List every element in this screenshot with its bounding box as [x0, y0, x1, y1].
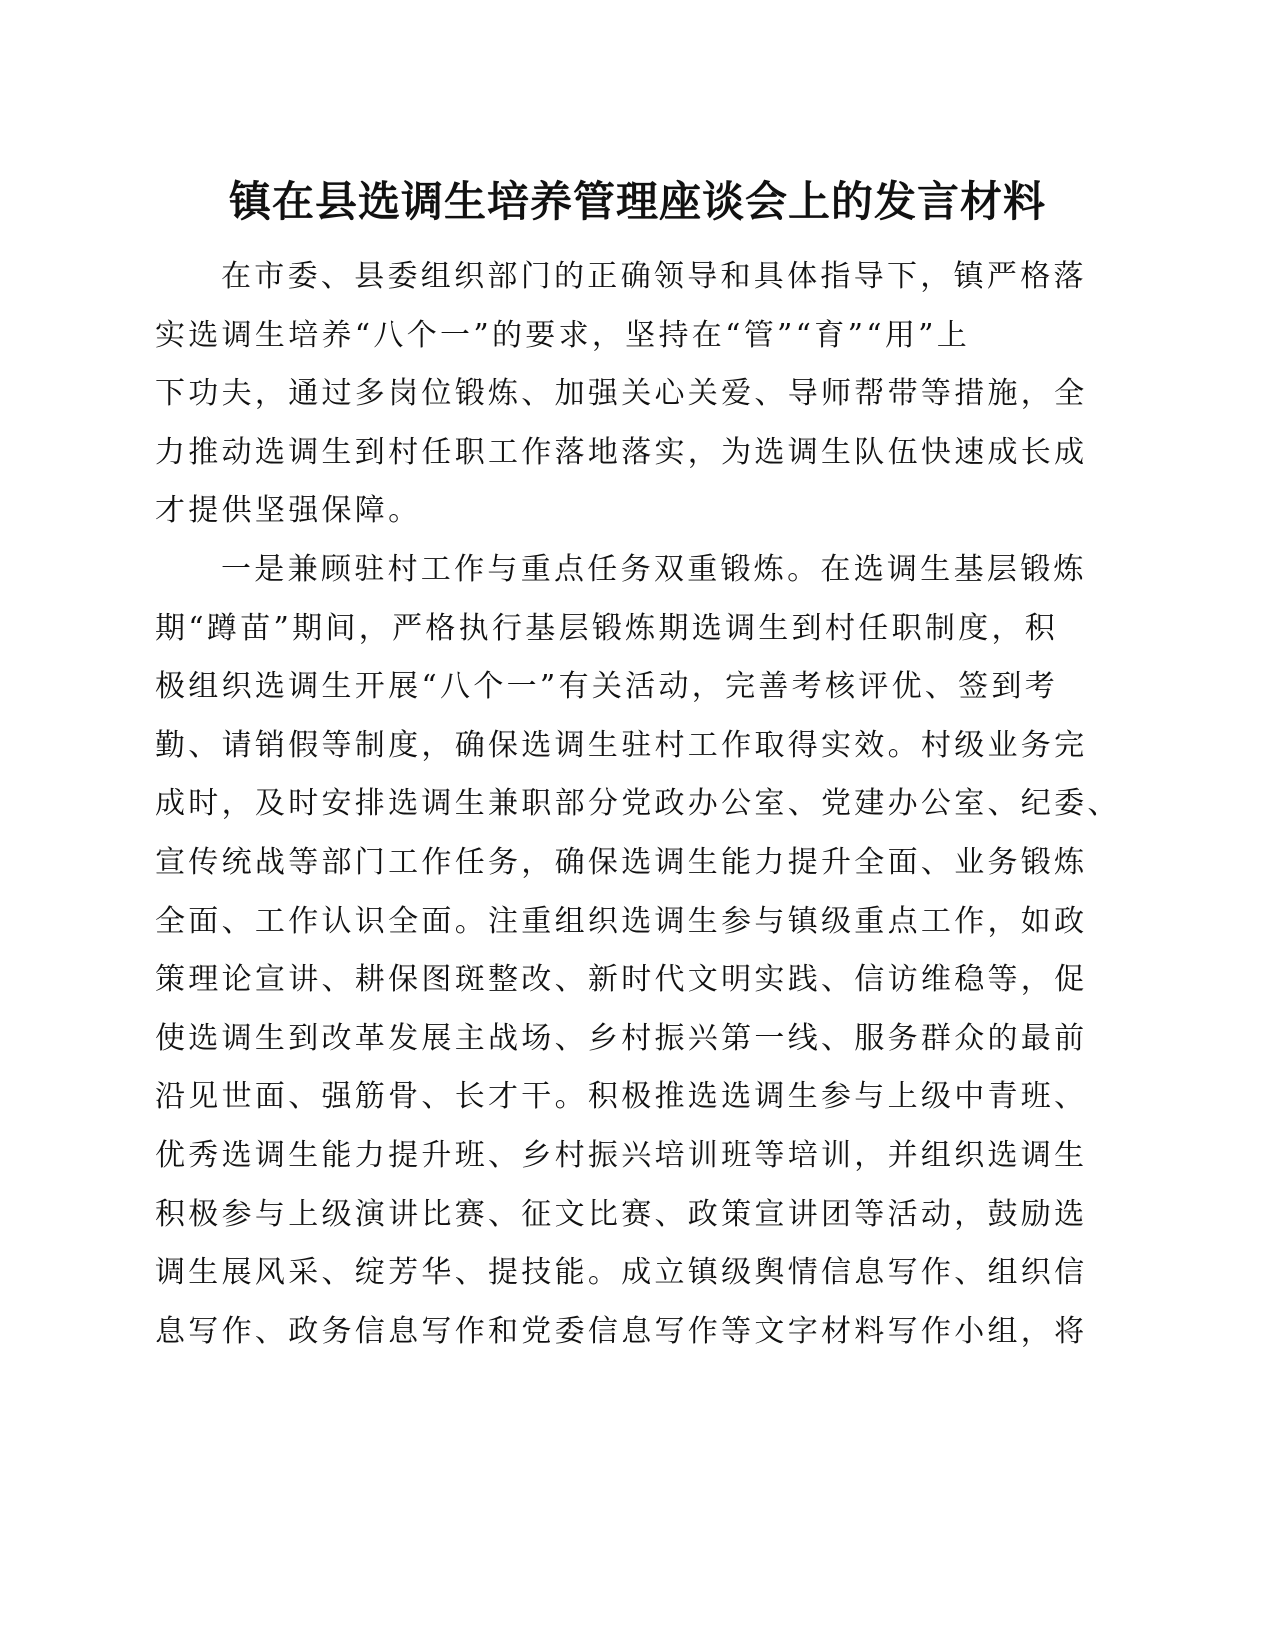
- paragraph-1-line-4: 力推动选调生到村任职工作落地落实，为选调生队伍快速成长成: [155, 434, 1088, 470]
- paragraph-1-line-5: 才提供坚强保障。: [155, 493, 422, 529]
- paragraph-1-line-1: 在市委、县委组织部门的正确领导和具体指导下，镇严格落: [221, 259, 1087, 294]
- paragraph-2-line-14: 息写作、政务信息写作和党委信息写作等文字材料写作小组，将: [155, 1313, 1088, 1349]
- paragraph-2-line-13: 调生展风采、绽芳华、提技能。成立镇级舆情信息写作、组织信: [155, 1255, 1088, 1291]
- paragraph-2-line-11: 优秀选调生能力提升班、乡村振兴培训班等培训，并组织选调生: [155, 1137, 1088, 1173]
- paragraph-2-line-3: 极组织选调生开展“八个一”有关活动，完善考核评优、签到考: [155, 669, 1059, 705]
- paragraph-2-line-7: 全面、工作认识全面。注重组织选调生参与镇级重点工作，如政: [155, 903, 1088, 939]
- paragraph-1-line-3: 下功夫，通过多岗位锻炼、加强关心关爱、导师帮带等措施，全: [155, 376, 1088, 412]
- paragraph-2-line-1: 一是兼顾驻村工作与重点任务双重锻炼。在选调生基层锻炼: [221, 551, 1087, 587]
- paragraph-2-line-5: 成时，及时安排选调生兼职部分党政办公室、党建办公室、纪委、: [155, 786, 1121, 822]
- paragraph-2-line-4: 勤、请销假等制度，确保选调生驻村工作取得实效。村级业务完: [155, 727, 1088, 763]
- paragraph-2-line-6: 宣传统战等部门工作任务，确保选调生能力提升全面、业务锻炼: [155, 844, 1088, 880]
- document-title: 镇在县选调生培养管理座谈会上的发言材料: [228, 177, 1046, 226]
- paragraph-2-line-12: 积极参与上级演讲比赛、征文比赛、政策宣讲团等活动，鼓励选: [155, 1196, 1088, 1232]
- paragraph-2-line-9: 使选调生到改革发展主战场、乡村振兴第一线、服务群众的最前: [155, 1020, 1088, 1056]
- document-body: [155, 248, 1121, 1361]
- paragraph-2-line-10: 沿见世面、强筋骨、长才干。积极推选选调生参与上级中青班、: [155, 1079, 1088, 1115]
- paragraph-2-line-8: 策理论宣讲、耕保图斑整改、新时代文明实践、信访维稳等，促: [155, 962, 1088, 998]
- paragraph-1-line-2: 实选调生培养“八个一”的要求，坚持在“管”“育”“用”上: [155, 317, 971, 353]
- paragraph-2-line-2: 期“蹲苗”期间，严格执行基层锻炼期选调生到村任职制度，积: [155, 610, 1059, 646]
